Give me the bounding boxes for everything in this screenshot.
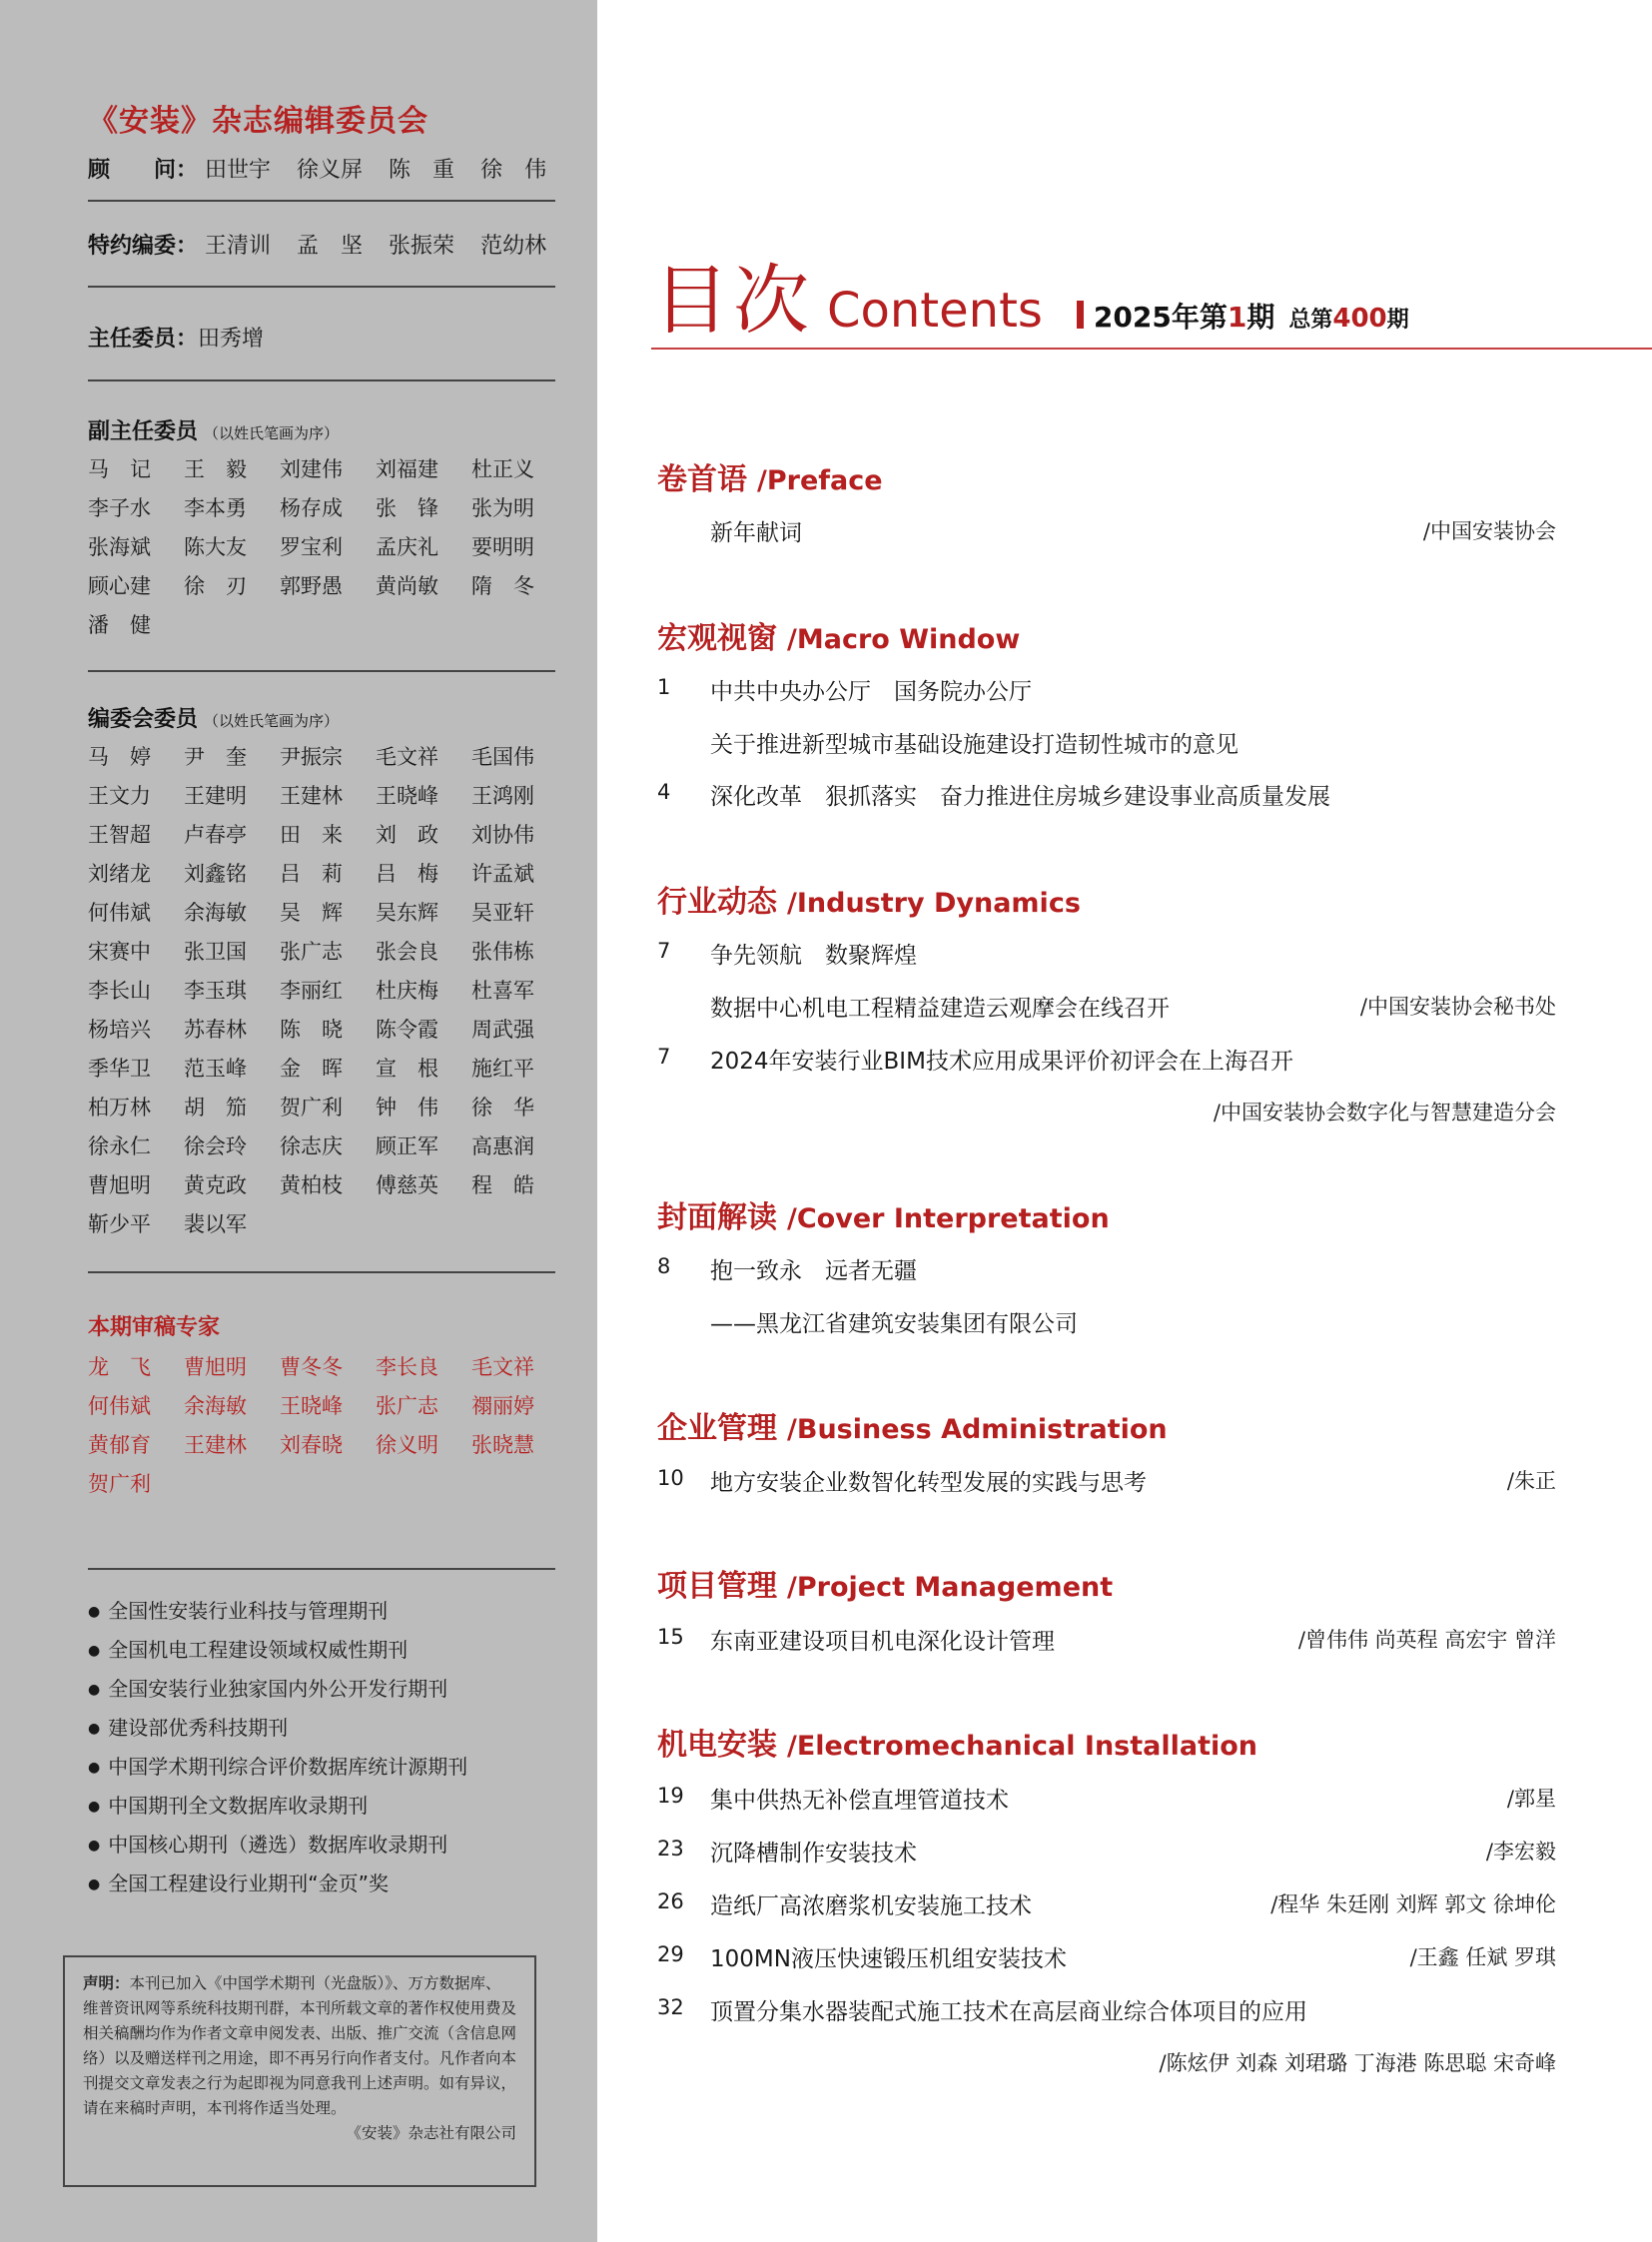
- toc-page-number: 8: [657, 1254, 671, 1278]
- vice-chair-name: 李子水: [88, 496, 151, 520]
- member-name: 施红平: [471, 1057, 534, 1081]
- vice-chair-name: 王 毅: [184, 457, 247, 481]
- category-en: /Preface: [757, 465, 883, 496]
- toc-item-author: /王鑫 任斌 罗琪: [1409, 1945, 1556, 1969]
- contents-title-en: Contents: [827, 283, 1043, 339]
- toc-item-title[interactable]: 抱一致永 远者无疆: [710, 1258, 917, 1284]
- editorial-board-sidebar: [0, 0, 597, 2242]
- toc-page-number: 7: [657, 1045, 671, 1069]
- member-name: 毛国伟: [471, 745, 534, 769]
- toc-item-subtitle[interactable]: ——黑龙江省建筑安装集团有限公司: [710, 1311, 1078, 1337]
- reviewer-name: 黄郁育: [88, 1433, 151, 1457]
- toc-item-title[interactable]: 东南亚建设项目机电深化设计管理: [710, 1629, 1055, 1655]
- member-name: 范玉峰: [184, 1057, 247, 1081]
- total-suffix: 期: [1386, 308, 1409, 333]
- toc-page-number: 26: [657, 1889, 684, 1913]
- member-name: 李长山: [88, 979, 151, 1003]
- reviewer-name: 李长良: [376, 1355, 438, 1379]
- member-name: 王文力: [88, 784, 151, 808]
- member-name: 宣 根: [376, 1057, 438, 1081]
- member-name: 裴以军: [184, 1212, 247, 1236]
- member-name: 季华卫: [88, 1057, 151, 1081]
- toc-item-title[interactable]: 中共中央办公厅 国务院办公厅: [710, 679, 1032, 705]
- member-name: 靳少平: [88, 1212, 151, 1236]
- advisor-name: 田世宇: [205, 158, 272, 183]
- toc-item-title[interactable]: 顶置分集水器装配式施工技术在高层商业综合体项目的应用: [710, 1999, 1307, 2025]
- reviewers-list: [88, 1351, 567, 1507]
- category-project-management: [657, 1561, 1113, 1605]
- category-industry-dynamics: [657, 877, 1081, 921]
- vice-chair-name: 张海斌: [88, 535, 151, 559]
- toc-item-title[interactable]: 深化改革 狠抓落实 奋力推进住房城乡建设事业高质量发展: [710, 784, 1330, 810]
- toc-item-subtitle[interactable]: 数据中心机电工程精益建造云观摩会在线召开: [710, 996, 1170, 1022]
- title-bar-mark: [1077, 301, 1084, 329]
- special-name: 孟 坚: [297, 234, 364, 259]
- member-name: 顾正军: [376, 1134, 438, 1158]
- toc-item-title[interactable]: 造纸厂高浓磨浆机安装施工技术: [710, 1893, 1032, 1919]
- members-note: （以姓氏笔画为序）: [204, 712, 340, 730]
- toc-item-author: /朱正: [1506, 1469, 1556, 1493]
- special-name: 范幼林: [480, 234, 547, 259]
- category-zh: 行业动态: [657, 885, 777, 920]
- member-name: 刘绪龙: [88, 862, 151, 886]
- toc-item-title[interactable]: 2024年安装行业BIM技术应用成果评价初评会在上海召开: [710, 1049, 1293, 1075]
- member-name: 徐永仁: [88, 1134, 151, 1158]
- toc-item-title[interactable]: 100MN液压快速锻压机组安装技术: [710, 1946, 1067, 1972]
- member-name: 刘鑫铭: [184, 862, 247, 886]
- honor-item: ● 中国期刊全文数据库收录期刊: [88, 1790, 467, 1829]
- reviewer-name: 王晓峰: [280, 1394, 343, 1418]
- vice-chair-name: 孟庆礼: [376, 535, 438, 559]
- member-name: 钟 伟: [376, 1096, 438, 1120]
- reviewer-name: 余海敏: [184, 1394, 247, 1418]
- category-cover-interpretation: [657, 1192, 1110, 1236]
- divider: [88, 200, 555, 202]
- member-name: 田 来: [280, 823, 343, 847]
- member-name: 陈 晓: [280, 1018, 343, 1042]
- reviewer-name: 曹冬冬: [280, 1355, 343, 1379]
- category-zh: 机电安装: [657, 1728, 777, 1763]
- toc-item-title[interactable]: 地方安装企业数智化转型发展的实践与思考: [710, 1470, 1147, 1496]
- member-name: 吕 莉: [280, 862, 343, 886]
- member-name: 尹振宗: [280, 745, 343, 769]
- toc-item-title[interactable]: 争先领航 数聚辉煌: [710, 943, 917, 969]
- honor-item: ● 全国机电工程建设领域权威性期刊: [88, 1634, 467, 1673]
- member-name: 张伟栋: [471, 940, 534, 964]
- advisor-name: 陈 重: [389, 158, 455, 183]
- issue-suffix: 期: [1246, 301, 1275, 334]
- member-name: 许孟斌: [471, 862, 534, 886]
- category-en: /Cover Interpretation: [787, 1203, 1110, 1234]
- category-zh: 卷首语: [657, 462, 747, 497]
- member-name: 何伟斌: [88, 901, 151, 925]
- special-name: 张振荣: [389, 234, 455, 259]
- honor-item: ● 中国学术期刊综合评价数据库统计源期刊: [88, 1751, 467, 1790]
- toc-item-title[interactable]: 集中供热无补偿直埋管道技术: [710, 1788, 1009, 1814]
- advisor-name: 徐 伟: [480, 158, 547, 183]
- reviewer-name: 何伟斌: [88, 1394, 151, 1418]
- member-name: 王鸿刚: [471, 784, 534, 808]
- member-name: 黄柏枝: [280, 1173, 343, 1197]
- category-zh: 封面解读: [657, 1200, 777, 1235]
- member-name: 杜庆梅: [376, 979, 438, 1003]
- toc-item-title[interactable]: 沉降槽制作安装技术: [710, 1841, 917, 1867]
- toc-item-author: /郭星: [1506, 1787, 1556, 1811]
- toc-item-subtitle[interactable]: 关于推进新型城市基础设施建设打造韧性城市的意见: [710, 732, 1239, 758]
- reviewer-name: 龙 飞: [88, 1355, 151, 1379]
- toc-item-author: /曾伟伟 尚英程 高宏宇 曾洋: [1297, 1628, 1556, 1652]
- member-name: 徐 华: [471, 1096, 534, 1120]
- category-preface: [657, 454, 883, 498]
- vice-chair-name: 顾心建: [88, 574, 151, 598]
- vice-chairs-list: [88, 453, 567, 648]
- honor-item: ● 全国工程建设行业期刊“金页”奖: [88, 1868, 467, 1906]
- reviewer-name: 张广志: [376, 1394, 438, 1418]
- honor-item: ● 建设部优秀科技期刊: [88, 1712, 467, 1751]
- vice-chair-name: 黄尚敏: [376, 574, 438, 598]
- divider: [88, 1271, 555, 1273]
- notice-sign: 《安装》杂志社有限公司: [346, 2124, 516, 2142]
- reviewer-name: 张晓慧: [471, 1433, 534, 1457]
- member-name: 杜喜军: [471, 979, 534, 1003]
- category-business-administration: [657, 1403, 1168, 1447]
- member-name: 柏万林: [88, 1096, 151, 1120]
- director-row: [88, 322, 264, 353]
- member-name: 金 晖: [280, 1057, 343, 1081]
- notice-text: 本刊已加入《中国学术期刊（光盘版）》、万方数据库、维普资讯网等系统科技期刊群，本刊所载文章的著作权使用费及相关稿酬均作为作者文章申阅发表、出版、推广交流（含信息网络）以及赠送样刊之用途，即不再另行向作者支付。凡作者向本刊提交文章发表之行为起即视为同意我刊上述声明。如有异议，请在来稿时声明，本刊将作适当处理。: [83, 1974, 517, 2117]
- contents-title-zh: 目次: [653, 256, 813, 345]
- toc-item-author: /中国安装协会数字化与智慧建造分会: [1213, 1101, 1556, 1124]
- member-name: 余海敏: [184, 901, 247, 925]
- special-row: [88, 229, 572, 260]
- reviewer-name: 刘春晓: [280, 1433, 343, 1457]
- toc-page-number: 10: [657, 1466, 684, 1490]
- vice-chair-name: 潘 健: [88, 613, 151, 637]
- issue-label: [1094, 301, 1274, 334]
- toc-page-number: 15: [657, 1625, 684, 1649]
- toc-page-number: 7: [657, 939, 671, 963]
- toc-page-number: 32: [657, 1995, 684, 2019]
- members-list: [88, 741, 567, 1247]
- vice-chair-name: 杜正义: [471, 457, 534, 481]
- vice-label: 副主任委员: [88, 419, 199, 444]
- category-macro-window: [657, 613, 1020, 657]
- advisor-name: 徐义屏: [297, 158, 364, 183]
- vice-chair-name: 马 记: [88, 457, 151, 481]
- vice-chair-name: 张为明: [471, 496, 534, 520]
- member-name: 傅慈英: [376, 1173, 438, 1197]
- member-name: 宋赛中: [88, 940, 151, 964]
- divider: [88, 379, 555, 381]
- issue-year: 2025: [1093, 301, 1172, 334]
- member-name: 卢春亭: [184, 823, 247, 847]
- reviewer-name: 禤丽婷: [471, 1394, 534, 1418]
- director-label: 主任委员：: [88, 327, 199, 352]
- toc-item-author: /李宏毅: [1485, 1840, 1556, 1864]
- reviewer-name: 毛文祥: [471, 1355, 534, 1379]
- issue-year-suffix: 年第: [1171, 301, 1228, 334]
- vice-chair-name: 要明明: [471, 535, 534, 559]
- member-name: 徐志庆: [280, 1134, 343, 1158]
- member-name: 苏春林: [184, 1018, 247, 1042]
- reviewer-name: 贺广利: [88, 1472, 151, 1496]
- vice-chair-name: 张 锋: [376, 496, 438, 520]
- category-en: /Industry Dynamics: [787, 888, 1081, 919]
- journal-honors-list: [88, 1595, 467, 1906]
- member-name: 毛文祥: [376, 745, 438, 769]
- member-name: 张广志: [280, 940, 343, 964]
- member-name: 张会良: [376, 940, 438, 964]
- member-name: 王智超: [88, 823, 151, 847]
- member-name: 李丽红: [280, 979, 343, 1003]
- category-en: /Macro Window: [787, 624, 1021, 655]
- member-name: 刘 政: [376, 823, 438, 847]
- member-name: 王建明: [184, 784, 247, 808]
- member-name: 周武强: [471, 1018, 534, 1042]
- vice-chair-name: 郭野愚: [280, 574, 343, 598]
- vice-chair-name: 杨存成: [280, 496, 343, 520]
- member-name: 吴亚轩: [471, 901, 534, 925]
- notice-label: 声明：: [83, 1974, 130, 1992]
- member-name: 黄克政: [184, 1173, 247, 1197]
- members-label: 编委会委员: [88, 707, 199, 732]
- divider: [88, 1568, 555, 1570]
- category-electromechanical-installation: [657, 1720, 1257, 1764]
- member-name: 吕 梅: [376, 862, 438, 886]
- toc-page-number: 23: [657, 1837, 684, 1861]
- toc-page-number: 1: [657, 675, 671, 699]
- toc-item-author: /陈炫伊 刘森 刘珺璐 丁海港 陈思聪 宋奇峰: [1159, 2051, 1556, 2075]
- member-name: 陈令霞: [376, 1018, 438, 1042]
- toc-page-number: 19: [657, 1784, 684, 1808]
- advisor-label: 顾 问：: [88, 158, 199, 183]
- member-name: 程 皓: [471, 1173, 534, 1197]
- reviewer-name: 徐义明: [376, 1433, 438, 1457]
- advisors-row: [88, 153, 572, 184]
- header-rule: [651, 348, 1652, 350]
- vice-chair-name: 刘建伟: [280, 457, 343, 481]
- vice-heading: [88, 414, 339, 445]
- reviewer-name: 曹旭明: [184, 1355, 247, 1379]
- honor-item: ● 全国性安装行业科技与管理期刊: [88, 1595, 467, 1634]
- category-en: /Project Management: [787, 1572, 1114, 1603]
- member-name: 吴东辉: [376, 901, 438, 925]
- member-name: 贺广利: [280, 1096, 343, 1120]
- vice-chair-name: 李本勇: [184, 496, 247, 520]
- member-name: 徐会玲: [184, 1134, 247, 1158]
- member-name: 胡 笳: [184, 1096, 247, 1120]
- toc-page-number: 4: [657, 780, 671, 804]
- total-prefix: 总第: [1288, 308, 1333, 333]
- category-en: /Electromechanical Installation: [787, 1731, 1258, 1762]
- contents-header: [653, 240, 1409, 349]
- member-name: 马 婷: [88, 745, 151, 769]
- category-en: /Business Administration: [787, 1414, 1168, 1445]
- director-name: 田秀增: [198, 327, 265, 352]
- member-name: 曹旭明: [88, 1173, 151, 1197]
- vice-chair-name: 刘福建: [376, 457, 438, 481]
- divider: [88, 670, 555, 672]
- special-name: 王清训: [205, 234, 272, 259]
- vice-note: （以姓氏笔画为序）: [204, 424, 340, 442]
- toc-item-author: /中国安装协会: [1422, 519, 1556, 543]
- honor-item: ● 全国安装行业独家国内外公开发行期刊: [88, 1673, 467, 1712]
- member-name: 张卫国: [184, 940, 247, 964]
- vice-chair-name: 陈大友: [184, 535, 247, 559]
- member-name: 吴 辉: [280, 901, 343, 925]
- member-name: 尹 奎: [184, 745, 247, 769]
- category-zh: 宏观视窗: [657, 621, 777, 656]
- member-name: 王晓峰: [376, 784, 438, 808]
- total-number: 400: [1332, 304, 1387, 334]
- divider: [88, 286, 555, 288]
- toc-page-number: 29: [657, 1942, 684, 1966]
- category-zh: 项目管理: [657, 1569, 777, 1604]
- copyright-notice: [63, 1955, 536, 2187]
- board-title: 《安装》杂志编辑委员会: [88, 104, 428, 139]
- issue-number: 1: [1227, 301, 1247, 334]
- member-name: 高惠润: [471, 1134, 534, 1158]
- category-zh: 企业管理: [657, 1411, 777, 1446]
- member-name: 李玉琪: [184, 979, 247, 1003]
- vice-chair-name: 隋 冬: [471, 574, 534, 598]
- toc-item-author: /程华 朱廷刚 刘辉 郭文 徐坤伦: [1270, 1892, 1556, 1916]
- vice-chair-name: 徐 刃: [184, 574, 247, 598]
- member-name: 杨培兴: [88, 1018, 151, 1042]
- vice-chair-name: 罗宝利: [280, 535, 343, 559]
- member-name: 王建林: [280, 784, 343, 808]
- toc-item-title[interactable]: 新年献词: [710, 520, 802, 546]
- reviewer-name: 王建林: [184, 1433, 247, 1457]
- members-heading: [88, 702, 339, 733]
- toc-item-author: /中国安装协会秘书处: [1359, 995, 1556, 1019]
- honor-item: ● 中国核心期刊（遴选）数据库收录期刊: [88, 1829, 467, 1868]
- reviewers-heading: 本期审稿专家: [88, 1315, 221, 1340]
- member-name: 刘协伟: [471, 823, 534, 847]
- special-label: 特约编委：: [88, 234, 199, 259]
- total-issue-label: [1288, 304, 1409, 334]
